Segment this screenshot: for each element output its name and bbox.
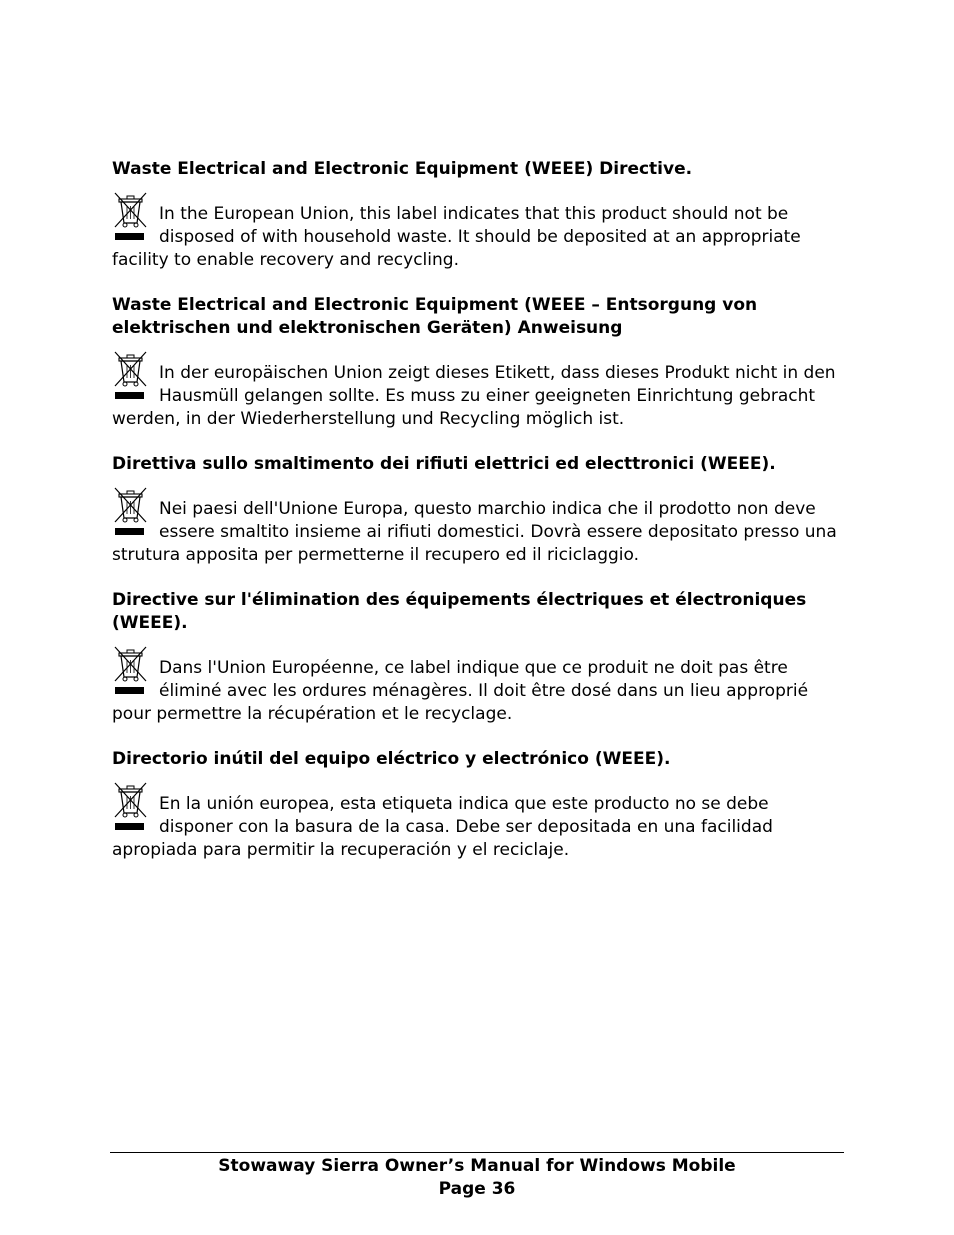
footer-divider: [110, 1152, 844, 1153]
section-body-text: In the European Union, this label indicates that this product should not be disposed of with household waste. It should be deposited at an appropriate facility to enable recovery and recycling.: [112, 204, 801, 270]
document-body: [112, 158, 847, 884]
section-body-text: En la unión europea, esta etiqueta indica que este producto no se debe disponer con la basura de la casa. Debe ser depositada en una facilidad apropiada para permitir la recuperación y el reciclaje.: [112, 794, 773, 860]
section-body-text: Dans l'Union Européenne, ce label indique que ce produit ne doit pas être éliminé avec les ordures ménagères. Il doit être dosé dans un lieu approprié pour permettre la récupération et le recyclage.: [112, 658, 809, 724]
section-paragraph: [112, 657, 847, 726]
section-heading: Directorio inútil del equipo eléctrico y electrónico (WEEE).: [112, 749, 671, 769]
section-paragraph: [112, 203, 847, 272]
section-heading: Directive sur l'élimination des équipements électriques et électroniques (WEEE).: [112, 590, 807, 633]
section-heading: Waste Electrical and Electronic Equipment (WEEE – Entsorgung von elektrischen und elektronischen Geräten) Anweisung: [112, 295, 758, 338]
section-french: [112, 589, 847, 726]
section-body-text: In der europäischen Union zeigt dieses Etikett, dass dieses Produkt nicht in den Hausmüll gelangen sollte. Es muss zu einer geeigneten Einrichtung gebracht werden, in der Wiederherstellung und Recycling möglich ist.: [112, 363, 836, 429]
section-german: [112, 294, 847, 431]
section-heading: Waste Electrical and Electronic Equipment (WEEE) Directive.: [112, 159, 693, 179]
section-english: [112, 158, 847, 272]
section-heading: Direttiva sullo smaltimento dei rifiuti elettrici ed electtronici (WEEE).: [112, 454, 776, 474]
section-italian: [112, 453, 847, 567]
crossed-out-wheelie-bin-icon: [112, 350, 152, 402]
footer-manual-title: Stowaway Sierra Owner’s Manual for Windows Mobile: [218, 1156, 736, 1176]
crossed-out-wheelie-bin-icon: [112, 645, 152, 697]
crossed-out-wheelie-bin-icon: [112, 781, 152, 833]
page-footer: [110, 1155, 844, 1201]
section-paragraph: [112, 793, 847, 862]
crossed-out-wheelie-bin-icon: [112, 486, 152, 538]
section-paragraph: [112, 362, 847, 431]
section-spanish: [112, 748, 847, 862]
crossed-out-wheelie-bin-icon: [112, 191, 152, 243]
section-paragraph: [112, 498, 847, 567]
section-body-text: Nei paesi dell'Unione Europa, questo marchio indica che il prodotto non deve essere smaltito insieme ai rifiuti domestici. Dovrà essere depositato presso una strutura apposita per permetterne il recupero ed il riciclaggio.: [112, 499, 837, 565]
footer-page-number: Page 36: [438, 1179, 516, 1199]
